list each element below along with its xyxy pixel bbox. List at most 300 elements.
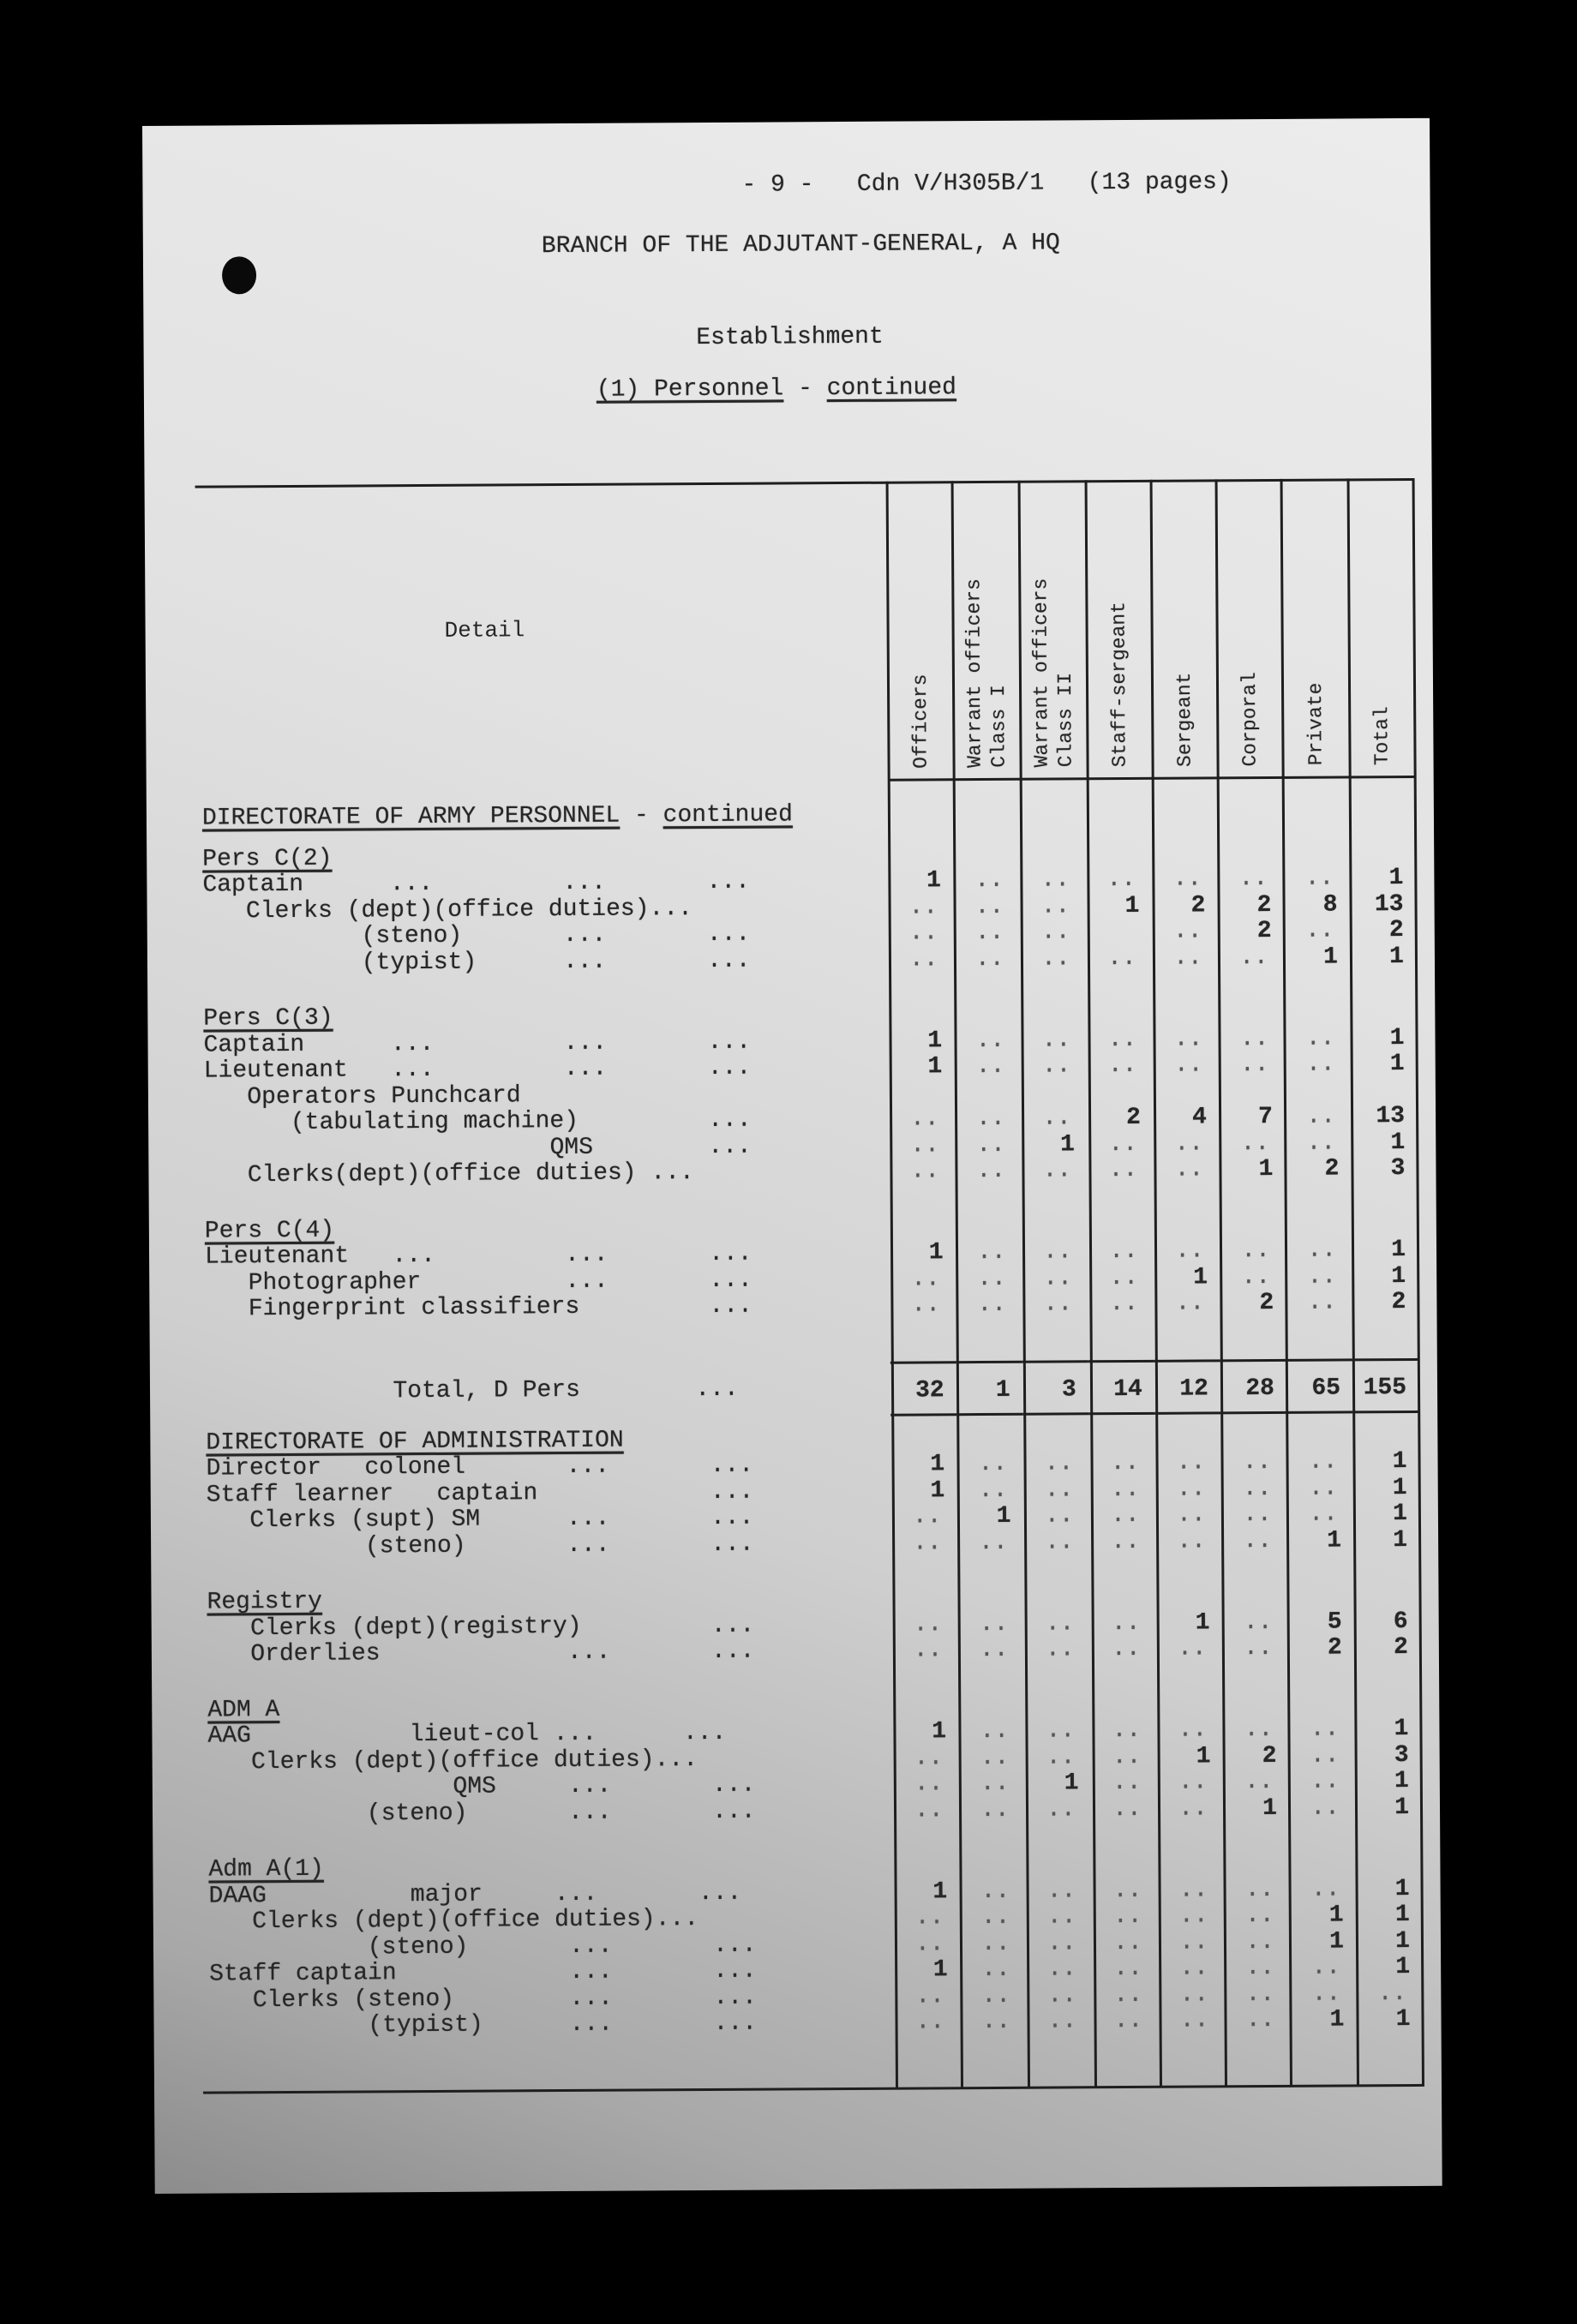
cell-warrant-officers: .. — [974, 866, 1004, 895]
cell-officers: .. — [914, 1744, 944, 1772]
cell-private: .. — [1307, 1263, 1337, 1291]
cell-warrant-officers: .. — [974, 919, 1004, 947]
section-heading — [197, 799, 1415, 832]
cell-sergeant: .. — [1179, 1928, 1208, 1956]
table-header — [195, 478, 1415, 785]
cell-warrant-officers: .. — [1047, 1981, 1077, 2010]
section-title: DIRECTORATE OF ADMINISTRATION — [206, 1427, 624, 1457]
cell-staff-sergeant: .. — [1107, 1051, 1137, 1080]
group-title-label — [197, 842, 889, 872]
row-label: Orderlies ... ... — [207, 1638, 755, 1668]
cell-sergeant: .. — [1176, 1475, 1206, 1503]
subtitle-personnel: (1) Personnel — [596, 375, 784, 404]
cell-warrant-officers: .. — [1042, 1105, 1071, 1132]
cell-total: 13 — [1376, 1103, 1406, 1130]
row-group — [201, 1449, 1419, 1561]
cell-officers: .. — [913, 1610, 943, 1638]
cell-private: 5 — [1327, 1608, 1342, 1636]
cell-total: 1 — [1388, 865, 1404, 892]
cell-officers: .. — [914, 1904, 944, 1932]
section-heading-label — [201, 1426, 892, 1456]
cell-staff-sergeant: .. — [1107, 1026, 1137, 1053]
document-page — [142, 118, 1442, 2194]
cell-warrant-officers: 1 — [1064, 1770, 1079, 1797]
cell-warrant-officers: .. — [980, 1903, 1010, 1932]
cell-warrant-officers: .. — [976, 1105, 1005, 1133]
cell-officers: 1 — [927, 1027, 943, 1054]
cell-corporal: .. — [1242, 1448, 1272, 1476]
cell-staff-sergeant: .. — [1112, 1902, 1142, 1931]
cell-staff-sergeant: .. — [1111, 1635, 1141, 1663]
cell-officers: 1 — [926, 867, 942, 895]
total-row — [201, 1357, 1418, 1420]
cell-corporal: .. — [1244, 1876, 1274, 1903]
cell-sergeant: .. — [1177, 1501, 1206, 1529]
group-title-label — [198, 1003, 890, 1033]
cell-warrant-officers: .. — [1040, 866, 1070, 894]
cell-warrant-officers: .. — [980, 1744, 1010, 1771]
cell-sergeant: .. — [1172, 866, 1202, 893]
cell-total: 1 — [1392, 1474, 1407, 1501]
cell-warrant-officers: .. — [979, 1529, 1008, 1556]
cell-warrant-officers: .. — [976, 1131, 1006, 1159]
cell-private — [1285, 1078, 1351, 1105]
cell-staff-sergeant: .. — [1113, 1955, 1142, 1983]
heading-separator: - — [620, 802, 663, 830]
cell-corporal: .. — [1244, 1902, 1274, 1930]
cell-sergeant: .. — [1174, 1156, 1204, 1183]
subtitle-separator: - — [783, 375, 827, 403]
cell-private: .. — [1308, 1475, 1338, 1502]
cell-staff-sergeant: .. — [1110, 1501, 1140, 1530]
cell-warrant-officers: .. — [981, 1982, 1011, 2010]
row-label: Clerks (dept)(office duties)... — [208, 1906, 699, 1936]
cell-warrant-officers: 3 — [1022, 1360, 1088, 1415]
cell-sergeant: 1 — [1193, 1263, 1208, 1291]
row-label: Clerks (dept)(office duties)... — [202, 895, 693, 925]
group-name: Pers C(4) — [204, 1217, 335, 1245]
cell-private: .. — [1310, 1794, 1340, 1822]
cell-warrant-officers: .. — [1044, 1450, 1074, 1477]
cell-staff-sergeant: .. — [1109, 1237, 1138, 1266]
cell-corporal: 2 — [1256, 891, 1272, 919]
cell-warrant-officers: .. — [975, 1027, 1005, 1054]
row-label: Total, D Pers ... — [205, 1375, 739, 1406]
heading-suffix: continued — [663, 801, 793, 830]
cell-warrant-officers: .. — [980, 1770, 1010, 1798]
cell-officers: .. — [914, 1796, 944, 1824]
cell-private: .. — [1305, 1025, 1335, 1052]
cell-warrant-officers: 1 — [956, 1360, 1022, 1415]
cell-staff-sergeant: .. — [1112, 1877, 1142, 1904]
cell-total: 3 — [1394, 1741, 1409, 1769]
cell-staff-sergeant: .. — [1112, 1743, 1142, 1770]
row-label: Staff captain ... ... — [209, 1957, 757, 1988]
cell-total: .. — [1377, 1980, 1407, 2007]
row-label: Director colonel ... ... — [206, 1452, 754, 1482]
cell-officers: 1 — [932, 1878, 948, 1905]
cell-staff-sergeant: .. — [1106, 944, 1136, 972]
cell-officers: .. — [915, 1982, 944, 2010]
cell-corporal: .. — [1241, 1237, 1270, 1265]
cell-private: .. — [1311, 1980, 1341, 2008]
cell-corporal: 2 — [1256, 917, 1272, 945]
cell-sergeant: .. — [1179, 1955, 1209, 1982]
cell-warrant-officers: .. — [977, 1291, 1007, 1319]
row-label: Captain ... ... ... — [202, 868, 751, 899]
cell-officers: .. — [914, 1770, 944, 1798]
cell-sergeant: .. — [1176, 1449, 1206, 1476]
subtitle-continued: continued — [826, 374, 957, 403]
row-group — [198, 999, 1417, 1189]
cell-warrant-officers: .. — [980, 1878, 1010, 1905]
column-header-staff-sergeant: Staff-sergeant — [1107, 601, 1131, 768]
cell-sergeant — [1153, 1079, 1219, 1105]
row-group — [197, 839, 1416, 977]
cell-warrant-officers: .. — [979, 1636, 1009, 1664]
cell-private: .. — [1309, 1500, 1338, 1528]
cell-corporal: .. — [1245, 1980, 1275, 2008]
cell-corporal: .. — [1243, 1500, 1272, 1529]
cell-sergeant: .. — [1178, 1716, 1208, 1744]
cell-officers: .. — [908, 919, 938, 947]
cell-sergeant: .. — [1178, 1769, 1208, 1796]
cell-sergeant: .. — [1179, 2007, 1209, 2034]
cell-sergeant: .. — [1177, 1527, 1207, 1555]
cell-corporal: 1 — [1262, 1794, 1277, 1822]
document-subtitle — [597, 374, 956, 404]
table-row — [199, 1156, 1417, 1189]
cell-warrant-officers: .. — [974, 893, 1004, 920]
cell-private: .. — [1310, 1716, 1340, 1743]
table-row — [202, 1635, 1420, 1668]
row-label: (steno) ... ... — [207, 1798, 756, 1829]
table-bottom-rule — [203, 2084, 1424, 2094]
cell-sergeant: 1 — [1195, 1608, 1210, 1637]
cell-sergeant: .. — [1174, 1129, 1204, 1158]
cell-total: 1 — [1395, 1927, 1411, 1955]
cell-sergeant: .. — [1177, 1635, 1207, 1662]
cell-private: 1 — [1322, 943, 1338, 971]
row-label: QMS ... ... — [207, 1771, 756, 1802]
row-group — [201, 1583, 1420, 1668]
cell-corporal: .. — [1244, 1768, 1274, 1796]
cell-officers: .. — [912, 1503, 942, 1530]
cell-staff-sergeant: .. — [1111, 1609, 1141, 1637]
row-label: DAAG major ... ... — [208, 1879, 742, 1910]
cell-warrant-officers: .. — [974, 945, 1004, 973]
cell-warrant-officers: .. — [1041, 1026, 1071, 1054]
cell-warrant-officers: .. — [1044, 1476, 1074, 1504]
cell-private: .. — [1304, 865, 1334, 892]
column-header-warrant-officers-class-1: Warrant officers Class I — [962, 578, 1010, 769]
row-label: Operators Punchcard — [203, 1081, 521, 1111]
row-group — [200, 1211, 1418, 1323]
row-label: Clerks(dept)(office duties) ... — [204, 1159, 694, 1189]
group-title-label — [203, 1854, 895, 1884]
group-title-label — [200, 1214, 891, 1244]
cell-sergeant: 4 — [1191, 1104, 1207, 1131]
table-row — [204, 2007, 1422, 2040]
cell-corporal: .. — [1243, 1608, 1273, 1636]
cell-private: 8 — [1322, 890, 1338, 919]
row-label: Clerks (supt) SM ... ... — [206, 1504, 754, 1535]
cell-private: .. — [1307, 1289, 1337, 1316]
cell-warrant-officers: .. — [1047, 1956, 1076, 1983]
cell-warrant-officers: .. — [978, 1450, 1008, 1478]
cell-warrant-officers: .. — [1046, 1903, 1076, 1931]
cell-warrant-officers: .. — [1041, 1052, 1071, 1080]
cell-staff-sergeant: .. — [1106, 866, 1136, 894]
cell-warrant-officers: .. — [1046, 1717, 1076, 1745]
row-label: QMS ... — [204, 1133, 752, 1164]
cell-staff-sergeant: .. — [1113, 2007, 1143, 2035]
cell-warrant-officers — [954, 1080, 1020, 1106]
cell-warrant-officers: .. — [1046, 1877, 1076, 1905]
cell-staff-sergeant: .. — [1108, 1130, 1138, 1158]
cell-private: .. — [1306, 1129, 1336, 1157]
cell-staff-sergeant: .. — [1113, 1929, 1142, 1956]
cell-staff-sergeant — [1087, 1079, 1153, 1105]
cell-staff-sergeant: .. — [1108, 1156, 1138, 1184]
row-label: (typist) ... ... — [202, 947, 751, 978]
cell-warrant-officers: .. — [1040, 919, 1070, 946]
cell-corporal — [1219, 1078, 1285, 1105]
cell-warrant-officers: .. — [981, 2008, 1011, 2036]
cell-staff-sergeant: .. — [1112, 1769, 1142, 1797]
table-body — [197, 799, 1423, 2040]
cell-private: .. — [1306, 1103, 1336, 1130]
row-label: AAG lieut-col ... ... — [207, 1719, 727, 1750]
cell-warrant-officers: .. — [1043, 1291, 1073, 1318]
cell-private: .. — [1304, 917, 1334, 944]
cell-warrant-officers: .. — [980, 1717, 1010, 1746]
cell-total: 1 — [1394, 1875, 1410, 1902]
cell-private: .. — [1308, 1448, 1338, 1476]
row-label: Captain ... ... ... — [203, 1028, 752, 1059]
cell-corporal: .. — [1238, 865, 1268, 893]
row-label: (steno) ... ... — [208, 1932, 757, 1962]
cell-officers: 32 — [890, 1361, 956, 1416]
cell-corporal: 2 — [1262, 1742, 1277, 1770]
cell-private: .. — [1311, 1954, 1341, 1981]
cell-total: 1 — [1393, 1526, 1408, 1554]
cell-total — [1351, 1077, 1417, 1104]
cell-staff-sergeant: 14 — [1088, 1359, 1154, 1414]
group-name: Pers C(2) — [202, 845, 333, 873]
cell-warrant-officers: .. — [980, 1930, 1010, 1957]
cell-warrant-officers — [1020, 1080, 1086, 1106]
cell-warrant-officers: .. — [1046, 1743, 1076, 1771]
cell-staff-sergeant: 1 — [1124, 892, 1140, 919]
cell-officers: .. — [911, 1265, 940, 1293]
cell-warrant-officers: .. — [977, 1265, 1006, 1292]
row-label: (tabulating machine) ... — [204, 1106, 752, 1137]
cell-officers: .. — [910, 1131, 939, 1159]
cell-private: 1 — [1327, 1526, 1342, 1554]
row-group — [202, 1690, 1421, 1828]
cell-staff-sergeant: .. — [1110, 1476, 1140, 1503]
cell-sergeant: 1 — [1196, 1742, 1211, 1770]
cell-private: .. — [1310, 1768, 1340, 1795]
document-title: Establishment — [696, 323, 884, 352]
row-group — [203, 1850, 1422, 2040]
cell-corporal: 28 — [1220, 1358, 1286, 1413]
section-title: DIRECTORATE OF ARMY PERSONNEL — [201, 802, 621, 832]
cell-sergeant: .. — [1172, 918, 1202, 945]
cell-officers: .. — [911, 1291, 941, 1319]
row-label: (typist) ... ... — [209, 2010, 758, 2040]
cell-total: 1 — [1391, 1262, 1406, 1290]
cell-warrant-officers: .. — [1045, 1636, 1075, 1663]
row-label: Lieutenant ... ... ... — [204, 1240, 753, 1271]
cell-staff-sergeant: .. — [1111, 1528, 1140, 1555]
cell-total: 1 — [1395, 2006, 1411, 2034]
group-name: ADM A — [207, 1696, 280, 1724]
cell-staff-sergeant: .. — [1112, 1795, 1142, 1823]
cell-sergeant: .. — [1175, 1290, 1205, 1317]
cell-warrant-officers: .. — [981, 1956, 1010, 1984]
cell-warrant-officers: .. — [1045, 1609, 1075, 1638]
cell-total: 1 — [1390, 1129, 1406, 1156]
cell-officers: .. — [912, 1529, 942, 1557]
cell-sergeant: .. — [1179, 1980, 1209, 2009]
group-name: Pers C(3) — [203, 1004, 333, 1033]
establishment-table — [195, 478, 1423, 2093]
cell-staff-sergeant: 2 — [1125, 1104, 1141, 1132]
cell-warrant-officers: .. — [975, 1052, 1005, 1081]
table-row — [200, 1290, 1418, 1323]
cell-warrant-officers: .. — [1046, 1795, 1076, 1824]
cell-officers — [888, 1081, 954, 1107]
cell-officers: .. — [915, 2009, 945, 2036]
section-heading-label — [197, 802, 889, 832]
cell-corporal: 2 — [1259, 1289, 1274, 1317]
cell-private: 1 — [1328, 1927, 1344, 1956]
row-label: Fingerprint classifiers ... — [205, 1292, 753, 1323]
cell-officers: 1 — [928, 1239, 944, 1267]
cell-private: .. — [1310, 1742, 1340, 1770]
cell-corporal: .. — [1245, 2006, 1275, 2034]
row-label: (steno) ... ... — [202, 920, 751, 951]
cell-sergeant: 2 — [1190, 891, 1206, 919]
cell-warrant-officers: .. — [1042, 1157, 1072, 1184]
cell-private: 2 — [1324, 1155, 1340, 1183]
cell-total: 1 — [1389, 943, 1405, 970]
cell-total: 155 — [1352, 1357, 1418, 1412]
cell-total: 1 — [1394, 1902, 1410, 1929]
group-name: Adm A(1) — [208, 1855, 324, 1884]
cell-officers: 1 — [930, 1476, 945, 1504]
cell-warrant-officers: .. — [1046, 1929, 1076, 1957]
cell-warrant-officers: .. — [1043, 1238, 1072, 1266]
row-label: Lieutenant ... ... ... — [203, 1054, 752, 1085]
column-header-private: Private — [1304, 682, 1328, 766]
group-title-label — [202, 1693, 894, 1723]
cell-private: 2 — [1327, 1634, 1342, 1662]
cell-staff-sergeant: .. — [1109, 1264, 1139, 1291]
column-header-corporal: Corporal — [1238, 671, 1262, 767]
group-name: Registry — [207, 1588, 323, 1616]
cell-officers: .. — [910, 1158, 940, 1185]
cell-private: .. — [1305, 1051, 1335, 1078]
cell-total: 2 — [1393, 1634, 1408, 1662]
cell-officers: 1 — [932, 1718, 947, 1746]
cell-warrant-officers: .. — [1045, 1528, 1074, 1556]
cell-corporal: .. — [1242, 1475, 1272, 1502]
cell-corporal: .. — [1240, 1129, 1270, 1157]
row-label: Clerks (steno) ... ... — [209, 1984, 757, 2015]
cell-warrant-officers: .. — [1040, 892, 1070, 920]
column-header-detail: Detail — [444, 617, 525, 644]
table-row — [203, 1794, 1421, 1828]
cell-sergeant: .. — [1173, 1025, 1203, 1053]
cell-private: 65 — [1286, 1358, 1352, 1413]
cell-total: 1 — [1394, 1794, 1410, 1821]
cell-warrant-officers: .. — [980, 1796, 1010, 1824]
row-label: (steno) ... ... — [207, 1530, 754, 1561]
cell-sergeant: .. — [1178, 1902, 1208, 1930]
cell-corporal: .. — [1244, 1716, 1274, 1744]
cell-total: 1 — [1394, 1716, 1409, 1743]
cell-warrant-officers: .. — [978, 1476, 1008, 1504]
cell-warrant-officers: .. — [976, 1238, 1006, 1267]
cell-corporal: .. — [1245, 1954, 1275, 1982]
cell-private: 1 — [1328, 1902, 1344, 1929]
cell-officers: .. — [909, 1105, 939, 1133]
cell-warrant-officers: .. — [979, 1610, 1009, 1638]
cell-sergeant: 12 — [1154, 1359, 1220, 1414]
cell-officers: .. — [913, 1637, 943, 1664]
cell-staff-sergeant: .. — [1112, 1716, 1142, 1745]
cell-corporal: .. — [1239, 1051, 1269, 1079]
cell-total: 1 — [1389, 1024, 1405, 1051]
cell-corporal: .. — [1244, 1634, 1273, 1662]
cell-sergeant: .. — [1173, 1051, 1203, 1079]
cell-officers: .. — [908, 893, 938, 921]
cell-staff-sergeant — [1085, 919, 1151, 946]
page-reference: - 9 - Cdn V/H305B/1 (13 pages) — [741, 169, 1232, 199]
cell-sergeant: .. — [1178, 1794, 1208, 1823]
cell-sergeant: .. — [1178, 1876, 1208, 1904]
column-header-sergeant: Sergeant — [1172, 672, 1196, 767]
cell-warrant-officers: 1 — [996, 1502, 1011, 1530]
row-label: Clerks (dept)(office duties)... — [207, 1746, 699, 1776]
cell-warrant-officers: .. — [1047, 2008, 1077, 2035]
branch-title: BRANCH OF THE ADJUTANT-GENERAL, A HQ — [541, 230, 1060, 261]
cell-total: 2 — [1391, 1289, 1406, 1316]
cell-warrant-officers: .. — [1040, 944, 1070, 973]
cell-total: 1 — [1392, 1448, 1407, 1476]
cell-total: 1 — [1389, 1051, 1405, 1078]
group-title-label — [201, 1586, 893, 1616]
column-header-officers: Officers — [908, 673, 932, 769]
row-label: Staff learner captain ... — [206, 1478, 754, 1509]
cell-corporal: .. — [1239, 1025, 1269, 1052]
cell-corporal: .. — [1239, 943, 1268, 971]
cell-total: 13 — [1374, 890, 1404, 918]
cell-total: 6 — [1393, 1608, 1408, 1635]
cell-officers: 1 — [932, 1956, 948, 1984]
cell-officers: .. — [908, 945, 938, 973]
cell-warrant-officers: .. — [976, 1157, 1006, 1185]
cell-officers: 1 — [930, 1451, 945, 1478]
cell-warrant-officers: 1 — [1060, 1130, 1076, 1158]
cell-total: 1 — [1394, 1768, 1409, 1795]
column-header-warrant-officers-class-2: Warrant officers Class II — [1029, 578, 1077, 768]
cell-total: 3 — [1390, 1155, 1406, 1183]
cell-private: 1 — [1329, 2006, 1345, 2034]
